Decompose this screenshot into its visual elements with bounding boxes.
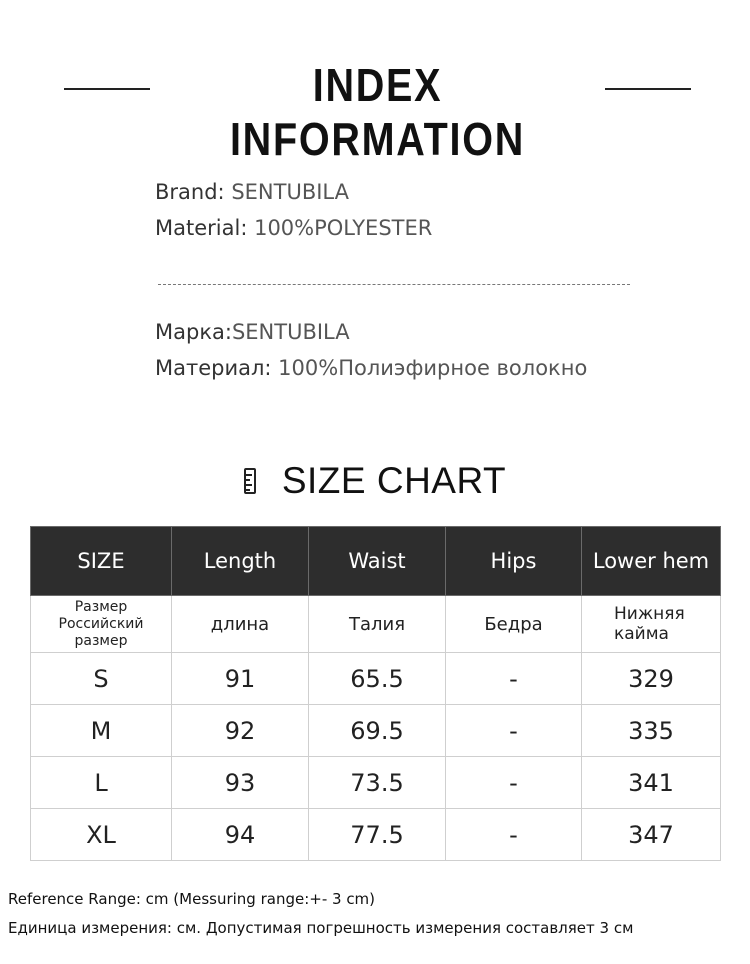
cell-lower-hem: 335 xyxy=(582,705,721,757)
cell-length: 94 xyxy=(172,809,309,861)
header-length-ru: длина xyxy=(172,596,309,653)
measurement-tolerance-note: Единица измерения: см. Допустимая погрешность измерения составляет 3 см xyxy=(8,919,634,937)
info-russian xyxy=(155,314,587,386)
cell-size: M xyxy=(31,705,172,757)
header-waist: Waist xyxy=(309,527,446,596)
cell-lower-hem: 341 xyxy=(582,757,721,809)
cell-waist: 73.5 xyxy=(309,757,446,809)
table-row xyxy=(31,653,721,705)
info-english xyxy=(155,174,432,246)
header-size: SIZE xyxy=(31,527,172,596)
cell-waist: 77.5 xyxy=(309,809,446,861)
page-title: INDEX INFORMATION xyxy=(229,59,526,165)
header-size-ru: Размер Российский размер xyxy=(31,596,172,653)
material-label-ru: Материал: xyxy=(155,356,272,380)
header-length: Length xyxy=(172,527,309,596)
size-chart-title: SIZE CHART xyxy=(281,460,507,501)
brand-line-ru xyxy=(155,314,587,350)
header-lower-hem-ru: Нижняя кайма xyxy=(582,596,721,653)
title-divider-right xyxy=(605,88,691,90)
cell-length: 91 xyxy=(172,653,309,705)
size-chart-table xyxy=(30,526,721,861)
cell-lower-hem: 347 xyxy=(582,809,721,861)
header-waist-ru: Талия xyxy=(309,596,446,653)
brand-label-ru: Марка: xyxy=(155,320,232,344)
brand-value: SENTUBILA xyxy=(231,180,349,204)
title-divider-left xyxy=(64,88,150,90)
cell-hips: - xyxy=(446,653,582,705)
header-hips-ru: Бедра xyxy=(446,596,582,653)
table-header-row xyxy=(31,527,721,596)
table-row xyxy=(31,757,721,809)
cell-waist: 65.5 xyxy=(309,653,446,705)
header-lower-hem: Lower hem xyxy=(582,527,721,596)
size-chart-heading xyxy=(0,460,750,510)
table-row xyxy=(31,705,721,757)
brand-value-ru: SENTUBILA xyxy=(231,320,350,344)
cell-size: S xyxy=(31,653,172,705)
cell-lower-hem: 329 xyxy=(582,653,721,705)
cell-length: 93 xyxy=(172,757,309,809)
material-label: Material: xyxy=(155,216,248,240)
cell-size: L xyxy=(31,757,172,809)
ruler-icon xyxy=(244,468,256,494)
brand-line xyxy=(155,174,432,210)
material-value: 100%POLYESTER xyxy=(254,216,433,240)
material-value-ru: 100%Полиэфирное волокно xyxy=(278,356,588,380)
cell-size: XL xyxy=(31,809,172,861)
cell-hips: - xyxy=(446,809,582,861)
material-line xyxy=(155,210,432,246)
cell-hips: - xyxy=(446,757,582,809)
cell-length: 92 xyxy=(172,705,309,757)
brand-label: Brand: xyxy=(155,180,225,204)
reference-range-note: Reference Range: cm (Messuring range:+- 3 cm) xyxy=(8,890,376,908)
page-title-row xyxy=(0,58,750,165)
cell-hips: - xyxy=(446,705,582,757)
header-hips: Hips xyxy=(446,527,582,596)
table-row xyxy=(31,809,721,861)
dotted-divider xyxy=(158,284,630,285)
cell-waist: 69.5 xyxy=(309,705,446,757)
table-header-row-ru xyxy=(31,596,721,653)
material-line-ru xyxy=(155,350,587,386)
